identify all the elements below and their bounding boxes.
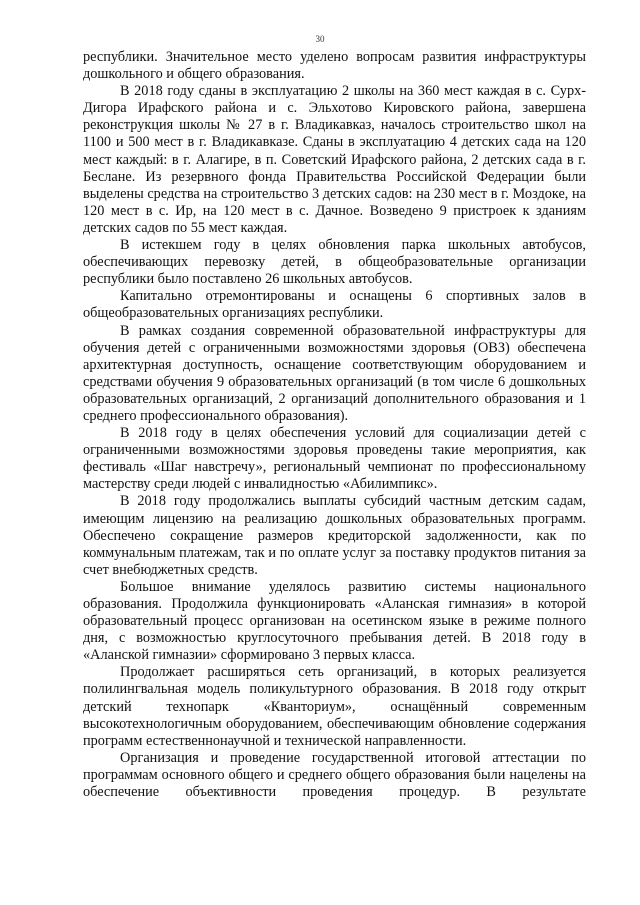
paragraph: Капитально отремонтированы и оснащены 6 спортивных залов в общеобразовательных организациях республики. [83,288,586,322]
paragraph: Продолжает расширяться сеть организаций, в которых реализуется полилингвальная модель поликультурного образования. В 2018 году открыт детский технопарк «Кванториум», оснащённый современным высокотехнологичным оборудованием, обеспечивающим обновление содержания программ естественнонаучной и технической направленности. [83,664,586,749]
paragraph: В 2018 году в целях обеспечения условий для социализации детей с ограниченными возможностями здоровья проведены такие мероприятия, как фестиваль «Шаг навстречу», региональный чемпионат по профессиональному мастерству среди людей с инвалидностью «Абилимпикс». [83,425,586,493]
paragraph: республики. Значительное место уделено вопросам развития инфраструктуры дошкольного и общего образования. [83,49,586,83]
document-body [83,49,586,801]
paragraph: В 2018 году сданы в эксплуатацию 2 школы на 360 мест каждая в с. Сурх-Дигора Ирафского района и с. Эльхотово Кировского района, завершена реконструкция школы № 27 в г. Владикавказ, началось строительство школ на 1100 и 500 мест в г. Владикавказе. Сданы в эксплуатацию 4 детских сада на 120 мест каждый: в г. Алагире, в п. Советский Ирафского района, 2 детских сада в г. Беслане. Из резервного фонда Правительства Российской Федерации были выделены средства на строительство 3 детских садов: на 230 мест в г. Моздоке, на 120 мест в с. Ир, на 120 мест в с. Дачное. Возведено 9 пристроек к зданиям детских садов по 55 мест каждая. [83,83,586,236]
paragraph: Большое внимание уделялось развитию системы национального образования. Продолжила функционировать «Аланская гимназия» в которой образовательный процесс организован на осетинском языке в режиме полного дня, с возможностью круглосуточного пребывания детей. В 2018 году в «Аланской гимназии» сформировано 3 первых класса. [83,578,586,664]
paragraph: В истекшем году в целях обновления парка школьных автобусов, обеспечивающих перевозку детей, в общеобразовательные организации республики было поставлено 26 школьных автобусов. [83,237,586,288]
page-number: 30 [315,34,325,44]
paragraph: В рамках создания современной образовательной инфраструктуры для обучения детей с ограниченными возможностями здоровья (ОВЗ) обеспечена архитектурная доступность, оснащение соответствующим оборудованием и средствами обучения 9 образовательных организаций (в том числе 6 дошкольных образовательных организаций, 2 организаций дополнительного образования и 1 среднего профессионального образования). [83,322,586,424]
paragraph: Организация и проведение государственной итоговой аттестации по программам основного общего и среднего общего образования были нацелены на обеспечение объективности проведения процедур. В результате [83,749,586,801]
paragraph: В 2018 году продолжались выплаты субсидий частным детским садам, имеющим лицензию на реализацию дошкольных образовательных программ. Обеспечено сокращение размеров кредиторской задолженности, как по коммунальным платежам, так и по оплате услуг за поставку продуктов питания за счет внебюджетных средств. [83,493,586,578]
